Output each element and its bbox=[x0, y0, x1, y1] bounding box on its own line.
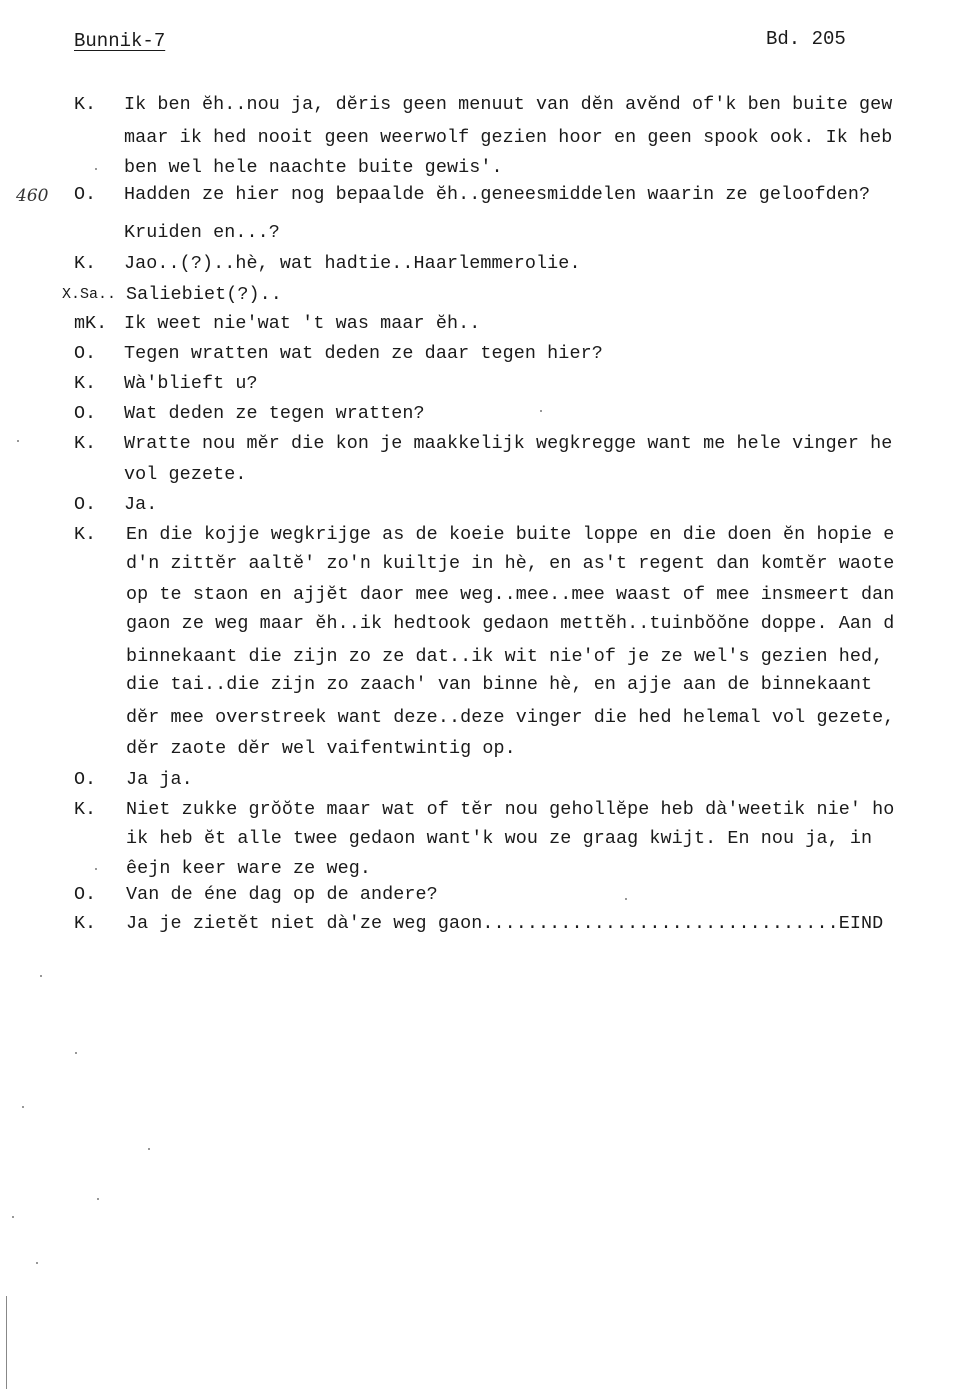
transcript-line: Tegen wratten wat deden ze daar tegen hier? bbox=[124, 343, 603, 364]
scan-speck bbox=[40, 975, 42, 977]
transcript-line: Ja ja. bbox=[126, 769, 193, 790]
speaker-label: K. bbox=[74, 253, 97, 274]
transcript-line: En die kojje wegkrijge as de koeie buite loppe en die doen ĕn hopie e bbox=[126, 524, 895, 545]
speaker-label: K. bbox=[74, 913, 97, 934]
transcript-line: Wat deden ze tegen wratten? bbox=[124, 403, 425, 424]
margin-annotation: 460 bbox=[16, 186, 49, 206]
transcript-line: op te staon en ajjĕt daor mee weg..mee..mee waast of mee insmeert dan bbox=[126, 584, 895, 605]
scan-speck bbox=[17, 440, 19, 442]
transcript-line: maar ik hed nooit geen weerwolf gezien hoor en geen spook ook. Ik heb bbox=[124, 127, 893, 148]
speaker-label: O. bbox=[74, 769, 97, 790]
transcript-line: d'n zittĕr aaltĕ' zo'n kuiltje in hè, en as't regent dan komtĕr waote bbox=[126, 553, 895, 574]
scan-speck bbox=[36, 1262, 38, 1264]
transcript-line: ik heb ĕt alle twee gedaon want'k wou ze graag kwijt. En nou ja, in bbox=[126, 828, 873, 849]
transcript-line: Saliebiet(?).. bbox=[126, 284, 282, 305]
speaker-label: O. bbox=[74, 184, 97, 205]
transcript-line: Niet zukke grŏŏte maar wat of tĕr nou gehollĕpe heb dà'weetik nie' ho bbox=[126, 799, 895, 820]
transcript-line: Ja je zietĕt niet dà'ze weg gaon................................EIND bbox=[126, 913, 884, 934]
transcript-line: gaon ze weg maar ĕh..ik hedtook gedaon mettĕh..tuinbŏŏne doppe. Aan d bbox=[126, 613, 895, 634]
speaker-label: K. bbox=[74, 373, 97, 394]
speaker-label: O. bbox=[74, 403, 97, 424]
speaker-label: K. bbox=[74, 94, 97, 115]
transcript-line: die tai..die zijn zo zaach' van binne hè, en ajje aan de binnekaant bbox=[126, 674, 873, 695]
transcript-line: Ik weet nie'wat 't was maar ĕh.. bbox=[124, 313, 481, 334]
transcript-line: Wà'blieft u? bbox=[124, 373, 258, 394]
transcript-line: Van de éne dag op de andere? bbox=[126, 884, 438, 905]
scan-speck bbox=[97, 1198, 99, 1200]
transcript-line: dĕr zaote dĕr wel vaifentwintig op. bbox=[126, 738, 516, 759]
transcript-line: Wratte nou mĕr die kon je maakkelijk wegkregge want me hele vinger he bbox=[124, 433, 893, 454]
speaker-label: O. bbox=[74, 884, 97, 905]
speaker-label: K. bbox=[74, 799, 97, 820]
transcript-line: êejn keer ware ze weg. bbox=[126, 858, 371, 879]
speaker-label: mK. bbox=[74, 313, 108, 334]
scan-speck bbox=[95, 868, 97, 870]
transcript-line: binnekaant die zijn zo ze dat..ik wit nie'of je ze wel's gezien hed, bbox=[126, 646, 884, 667]
transcript-line: Kruiden en...? bbox=[124, 222, 280, 243]
transcript-line: Jao..(?)..hè, wat hadtie..Haarlemmerolie. bbox=[124, 253, 581, 274]
scan-speck bbox=[75, 1052, 77, 1054]
scan-speck bbox=[95, 168, 97, 170]
scan-speck bbox=[625, 898, 627, 900]
speaker-label: K. bbox=[74, 433, 97, 454]
transcript-line: Ik ben ĕh..nou ja, dĕris geen menuut van dĕn avĕnd of'k ben buite gew bbox=[124, 94, 893, 115]
scan-speck bbox=[12, 1216, 14, 1218]
transcript-line: vol gezete. bbox=[124, 464, 247, 485]
transcript-line: ben wel hele naachte buite gewis'. bbox=[124, 157, 503, 178]
scan-speck bbox=[22, 1106, 24, 1108]
scan-edge-line bbox=[6, 1296, 7, 1389]
transcript-line: dĕr mee overstreek want deze..deze vinger die hed helemal vol gezete, bbox=[126, 707, 895, 728]
speaker-label: O. bbox=[74, 494, 97, 515]
transcript-line: Ja. bbox=[124, 494, 158, 515]
transcript-line: Hadden ze hier nog bepaalde ĕh..geneesmiddelen waarin ze geloofden? bbox=[124, 184, 871, 205]
page-reference: Bd. 205 bbox=[766, 28, 846, 50]
speaker-label: K. bbox=[74, 524, 97, 545]
document-title: Bunnik-7 bbox=[74, 30, 166, 52]
scan-speck bbox=[540, 410, 542, 412]
scan-speck bbox=[148, 1148, 150, 1150]
speaker-label: O. bbox=[74, 343, 97, 364]
speaker-label: X.Sa.. bbox=[62, 286, 117, 303]
